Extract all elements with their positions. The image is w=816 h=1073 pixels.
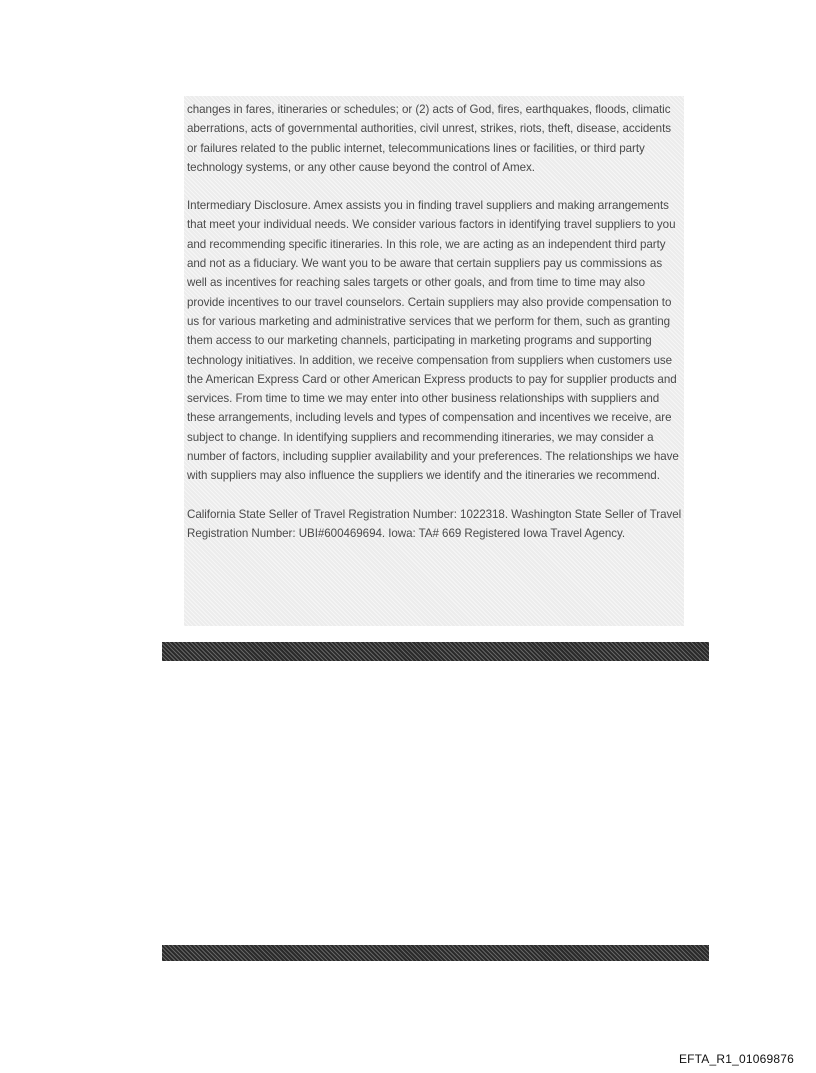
redaction-bar-top: [162, 642, 709, 661]
seller-of-travel-registration-paragraph: California State Seller of Travel Registration Number: 1022318. Washington State Seller of Travel Registration Number: UBI#600469694. Iowa: TA# 669 Registered Iowa Travel Agency.: [187, 507, 682, 540]
disclosure-text-panel: [184, 96, 684, 626]
redaction-bar-bottom: [162, 945, 709, 961]
document-id-stamp: EFTA_R1_01069876: [678, 1052, 794, 1066]
intermediary-disclosure-paragraph: Intermediary Disclosure. Amex assists you in finding travel suppliers and making arrangements that meet your individual needs. We consider various factors in identifying travel suppliers to you and recommending specific itineraries. In this role, we are acting as an independent third party and not as a fiduciary. We want you to be aware that certain suppliers pay us commissions as well as incentives for reaching sales targets or other goals, and from time to time may also provide incentives to our travel counselors. Certain suppliers may also provide compensation to us for various marketing and administrative services that we perform for them, such as granting them access to our marketing channels, participating in marketing programs and supporting technology initiatives. In addition, we receive compensation from suppliers when customers use the American Express Card or other American Express products to pay for supplier products and services. From time to time we may enter into other business relationships with suppliers and these arrangements, including levels and types of compensation and incentives we receive, are subject to change. In identifying suppliers and recommending itineraries, we may consider a number of factors, including supplier availability and your preferences. The relationships we have with suppliers may also influence the suppliers we identify and the itineraries we recommend.: [187, 199, 679, 483]
force-majeure-paragraph: changes in fares, itineraries or schedules; or (2) acts of God, fires, earthquakes, floods, climatic aberrations, acts of governmental authorities, civil unrest, strikes, riots, theft, disease, accidents or failures related to the public internet, telecommunications lines or facilities, or third party technology systems, or any other cause beyond the control of Amex.: [187, 103, 671, 174]
